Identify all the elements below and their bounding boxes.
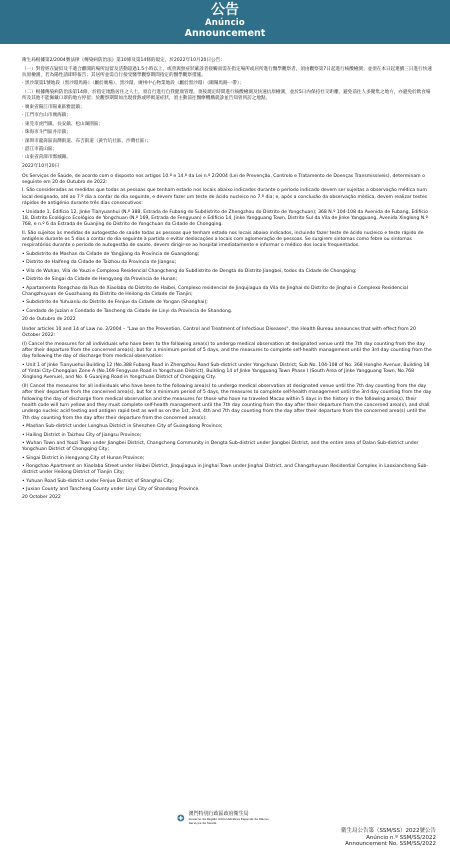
zh-list-item: ‧ 山東省菏澤市鄄城縣。 <box>22 155 71 161</box>
zh-list-item: ‧ 廣東省陽江市陽東區雅韶鎮； <box>22 104 85 110</box>
reference-pt: Anúncio n.º SSM/SS/2022 <box>366 834 436 841</box>
announcement-header <box>0 0 450 44</box>
reference-en: Announcement No. SSM/SS/2022 <box>345 841 436 847</box>
en-date: 20 October 2022 <box>22 495 61 501</box>
en-list-item: • Rongchao Apartment on Xiaolaba Street under Haibei District, Jinqujiagua in Jinghai Town under Jinghai District, and Changzhuyuan Residential Complex in Laoxiancheng Sub-district under Heilong District of Tianjin City; <box>22 463 428 476</box>
en-list-item: • Wuhan Town and Youzi Town under Jiangbei District, Changcheng Community in Dengta Sub-district under Jiangbei District, and the entire area of Dalan Sub-district under Yongchuan District of Chongqing City; <box>22 440 419 453</box>
zh-list-item: ‧ 珠海市斗門區井岸鎮； <box>22 130 71 136</box>
pt-intro: Os Serviços de Saúde, de acordo com o disposto nos artigos 10.º e 14.º da Lei n.º 2/2004 (Lei de Prevenção, Controlo e Tratamento de Doenças Transmissíveis), determinam o seguinte em 20 de Outubro de 2022: <box>22 173 425 185</box>
en-bullet-1: • Unit 1 of Jinke Tianyuehui Building 12 (No.388 Fubang Road in Zhengzhou Road Sub-district under Yongchuan District; Sub No. 104-108 of No. 368 Honghe Avenue, Building 18 of Yintai City-Chongqian Zone A (No.169 Fengyuan Road in Yongchuan District), Building 14 of Jinke Yangguang Town Phase I (South Area of Jinke Yangguang Town, No.768 Xinglong Avenue), and No. 6 Guanjing Road in Yongchuan District of Chongqing City. <box>22 362 430 381</box>
pt-bullet-1: • Unidade 1, Edifício 12, Jinke Tianyuanhui (N.º 388, Estrada de Fubang do Subdistrito de Zhengzhou do Distrito de Yongchuan); 368 N.º 104-108 da Avenida de Fubang, Edifício 18, Distrito Ecológico Ecológico de Yongchuan (N.º 169, Estrada de Fengyuan) e Edifício 14, Jinke Yangguang Town, Distrito Sul da Vila de Jinke Yangguang, Avenida Xinglong N.º 768, e n.º 6 da Estrada de Guanjing do Distrito de Yongchuan da Cidade de Chongqing. <box>22 209 429 228</box>
title-pt: Anúncio <box>205 18 245 28</box>
en-list-item: • Juxian County and Tancheng County under Linyi City of Shandong Province. <box>22 487 200 493</box>
zh-bullet-1: ‧ 黑沙環第1號地段（黑沙環馬路）（屬於廣場）、黑沙環、廣州中心物業地段（屬於黑沙環）（關閘馬路一帶）； <box>22 81 244 87</box>
reference-block <box>341 828 436 848</box>
pt-date: 20 de Outubro de 2022 <box>22 316 76 322</box>
zh-list-item: ‧ 湛江市霞山區； <box>22 146 58 152</box>
pt-list-item: • Vila de Wuhan, Vila de Youzi e Complexo Residencial Changcheng do Subdistrito de Dengta do Distrito Jiangbei, todos da Cidade de Chongqing; <box>22 268 357 274</box>
zh-item-2: （二）根據傳染病防治法第14條，於指定地點居住之人士，須自行進行自我健康管理，須按規定時間進行核酸檢測及快速抗原檢測，並於5日內保持社交距離，避免前往人多聚集之地方，亦避免於飲食場所及其他不能佩戴口罩的地方停留；於觀察期間如出現發熱或呼吸道症狀，須主動前往醫療機構就診並告知曾到訪之地點。 <box>22 90 431 102</box>
zh-date: 2022年10月20日 <box>22 163 60 169</box>
en-list-item: • Mashan Sub-district under Longhua District in Shenzhen City of Guangdong Province; <box>22 424 223 430</box>
pt-list-item: • Subdistrito de Mashan da Cidade de Yangjiang da Província de Guangdong; <box>22 251 200 257</box>
org-logo-block <box>177 810 273 826</box>
org-name-pt: Governo da Região Administrativa Especial de Macau · Serviços de Saúde <box>188 817 271 825</box>
zh-item-1: （一）對曾經在疑似及不適合離開的場所逗留及活動超過1.5小時以上，或曾與無症狀確診者接觸而需在指定場所或居所進行醫學觀察者，須由觀察第7日起進行核酸檢測；並須在本日起連續三日進行快速抗原檢測，若為陽性請即時報告；其居所並需自行接受醫學觀察期間指定的醫學觀察措施。 <box>22 66 432 78</box>
health-bureau-logo-icon <box>177 813 185 823</box>
pt-list-item: • Condado de Juzian e Condado de Tancheng da Cidade de Linyi da Província de Shandong. <box>22 308 233 314</box>
pt-list-item: • Distrito de Singai da Cidade de Hengyang da Província de Hunan; <box>22 277 178 283</box>
zh-list-item: ‧ 深圳市龍崗區南灣街道、布吉街道（黃竹坑社區、沙灣社區）； <box>22 138 152 144</box>
en-item-1: (I) Cancel the measures for all individuals who have been to the following area(s) to undergo medical observation at designated venue until the 7th day counting from the day after their departure from the concerned area(s); but for a minimum period of 5 days, and the measures to complete self-health management until the 3rd day counting from the day following the day of discharge from medical observation: <box>22 341 432 360</box>
en-item-2: (II) Cancel the measures for all individuals who have been to the following area(s) to undergo medical observation at designated venue until the 7th day counting from the day after their departure from the concerned area(s), but for a minimum period of 5 days, the measures to complete self-health management until the 3rd day counting from the day following the day of discharge from medical observation and the measures for those who have no traveled Macao within 5 days in the history in the following area(s), their health code will turn yellow and they must complete self-health management until the 7th day counting from the day after their departure from the concerned area(s), and shall undergo nucleic acid testing and antigen rapid test as well as on the 1st, 2nd, 4th and 7th day counting from the day after their departure from the concerned area(s) until the 7th day counting from the day after their departure from the concerned area(s): <box>22 384 432 421</box>
pt-list-item: • Apartamento Rongchao da Rua de Xiaolaba do Distrito de Haibei, Complexo residencial de Jinqujiagua da Vila de Jinghai do Distrito de Jinghai e Complexo Residencial Changzhuyuan de Guozhuang do Distrito de Heilong da Cidade de Tianjin; <box>22 285 408 297</box>
en-list-item: • Singai District in Hengyang City of Hunan Province; <box>22 455 145 461</box>
zh-list-item: ‧ 東莞市虎門鎮、長安鎮、松山湖園區； <box>22 121 104 127</box>
org-name-zh: 澳門特別行政區政府衛生局 <box>188 811 249 817</box>
title-zh: 公告 <box>211 2 239 18</box>
announcement-footer <box>0 800 450 852</box>
en-list-item: • Hailing District in Taizhou City of Jiangsu Province; <box>22 432 142 438</box>
announcement-body <box>22 58 432 504</box>
zh-intro: 衛生局根據第2/2004號法律《傳染病防治法》第10條及第14條的規定，於2022年10月20日公告： <box>22 58 225 63</box>
zh-list-item: ‧ 江門市台山市廣海鎮； <box>22 113 71 119</box>
pt-list-item: • Distrito de Haifeng da Cidade de Taizhou da Província de Jiangsu; <box>22 260 177 266</box>
reference-zh: 衛生局公告第（SSM/SS）2022號公告 <box>340 828 436 834</box>
pt-item-2: II. São sujeitos às medidas de autogestão de saúde todas as pessoas que tenham estado nos locais abaixo indicados, incluindo fazer teste de ácido nucleico e teste rápido de antigénio durante os 5 dias a contar do dia seguinte à partida e evitar deslocações a locais com aglomeração de pessoas. Se surgirem sintomas como febre ou sintomas respiratórios durante o período de autogestão de saúde, devem dirigir-se ao hospital imediatamente e informar o médico dos locais frequentados. <box>22 230 424 249</box>
pt-item-1: I. São consideradas as medidas que todas as pessoas que tenham estado nos locais abaixo indicados durante o período indicado devem ser sujeitas a observação médica num local designado, até ao 7.º dia a contar do dia seguinte, e devem fazer um teste de ácido nucleico no 7.º dia; e, após a conclusão da observação médica, devem realizar testes rápidos de antigénio durante três dias consecutivos: <box>22 188 428 206</box>
en-intro: Under articles 10 and 14 of Law no. 2/2004 – "Law on the Prevention, Control and Treatment of Infectious Diseases", the Health Bureau announces that with effect from 20 October 2022: <box>22 326 416 339</box>
title-en: Announcement <box>184 28 266 39</box>
pt-list-item: • Subdistrito de Yuhuanlu do Distrito de Fenjue da Cidade de Yongan (Shanghai); <box>22 300 208 306</box>
en-list-item: • Yuhuan Road Sub-district under Fenjue District of Shanghai City; <box>22 478 174 484</box>
